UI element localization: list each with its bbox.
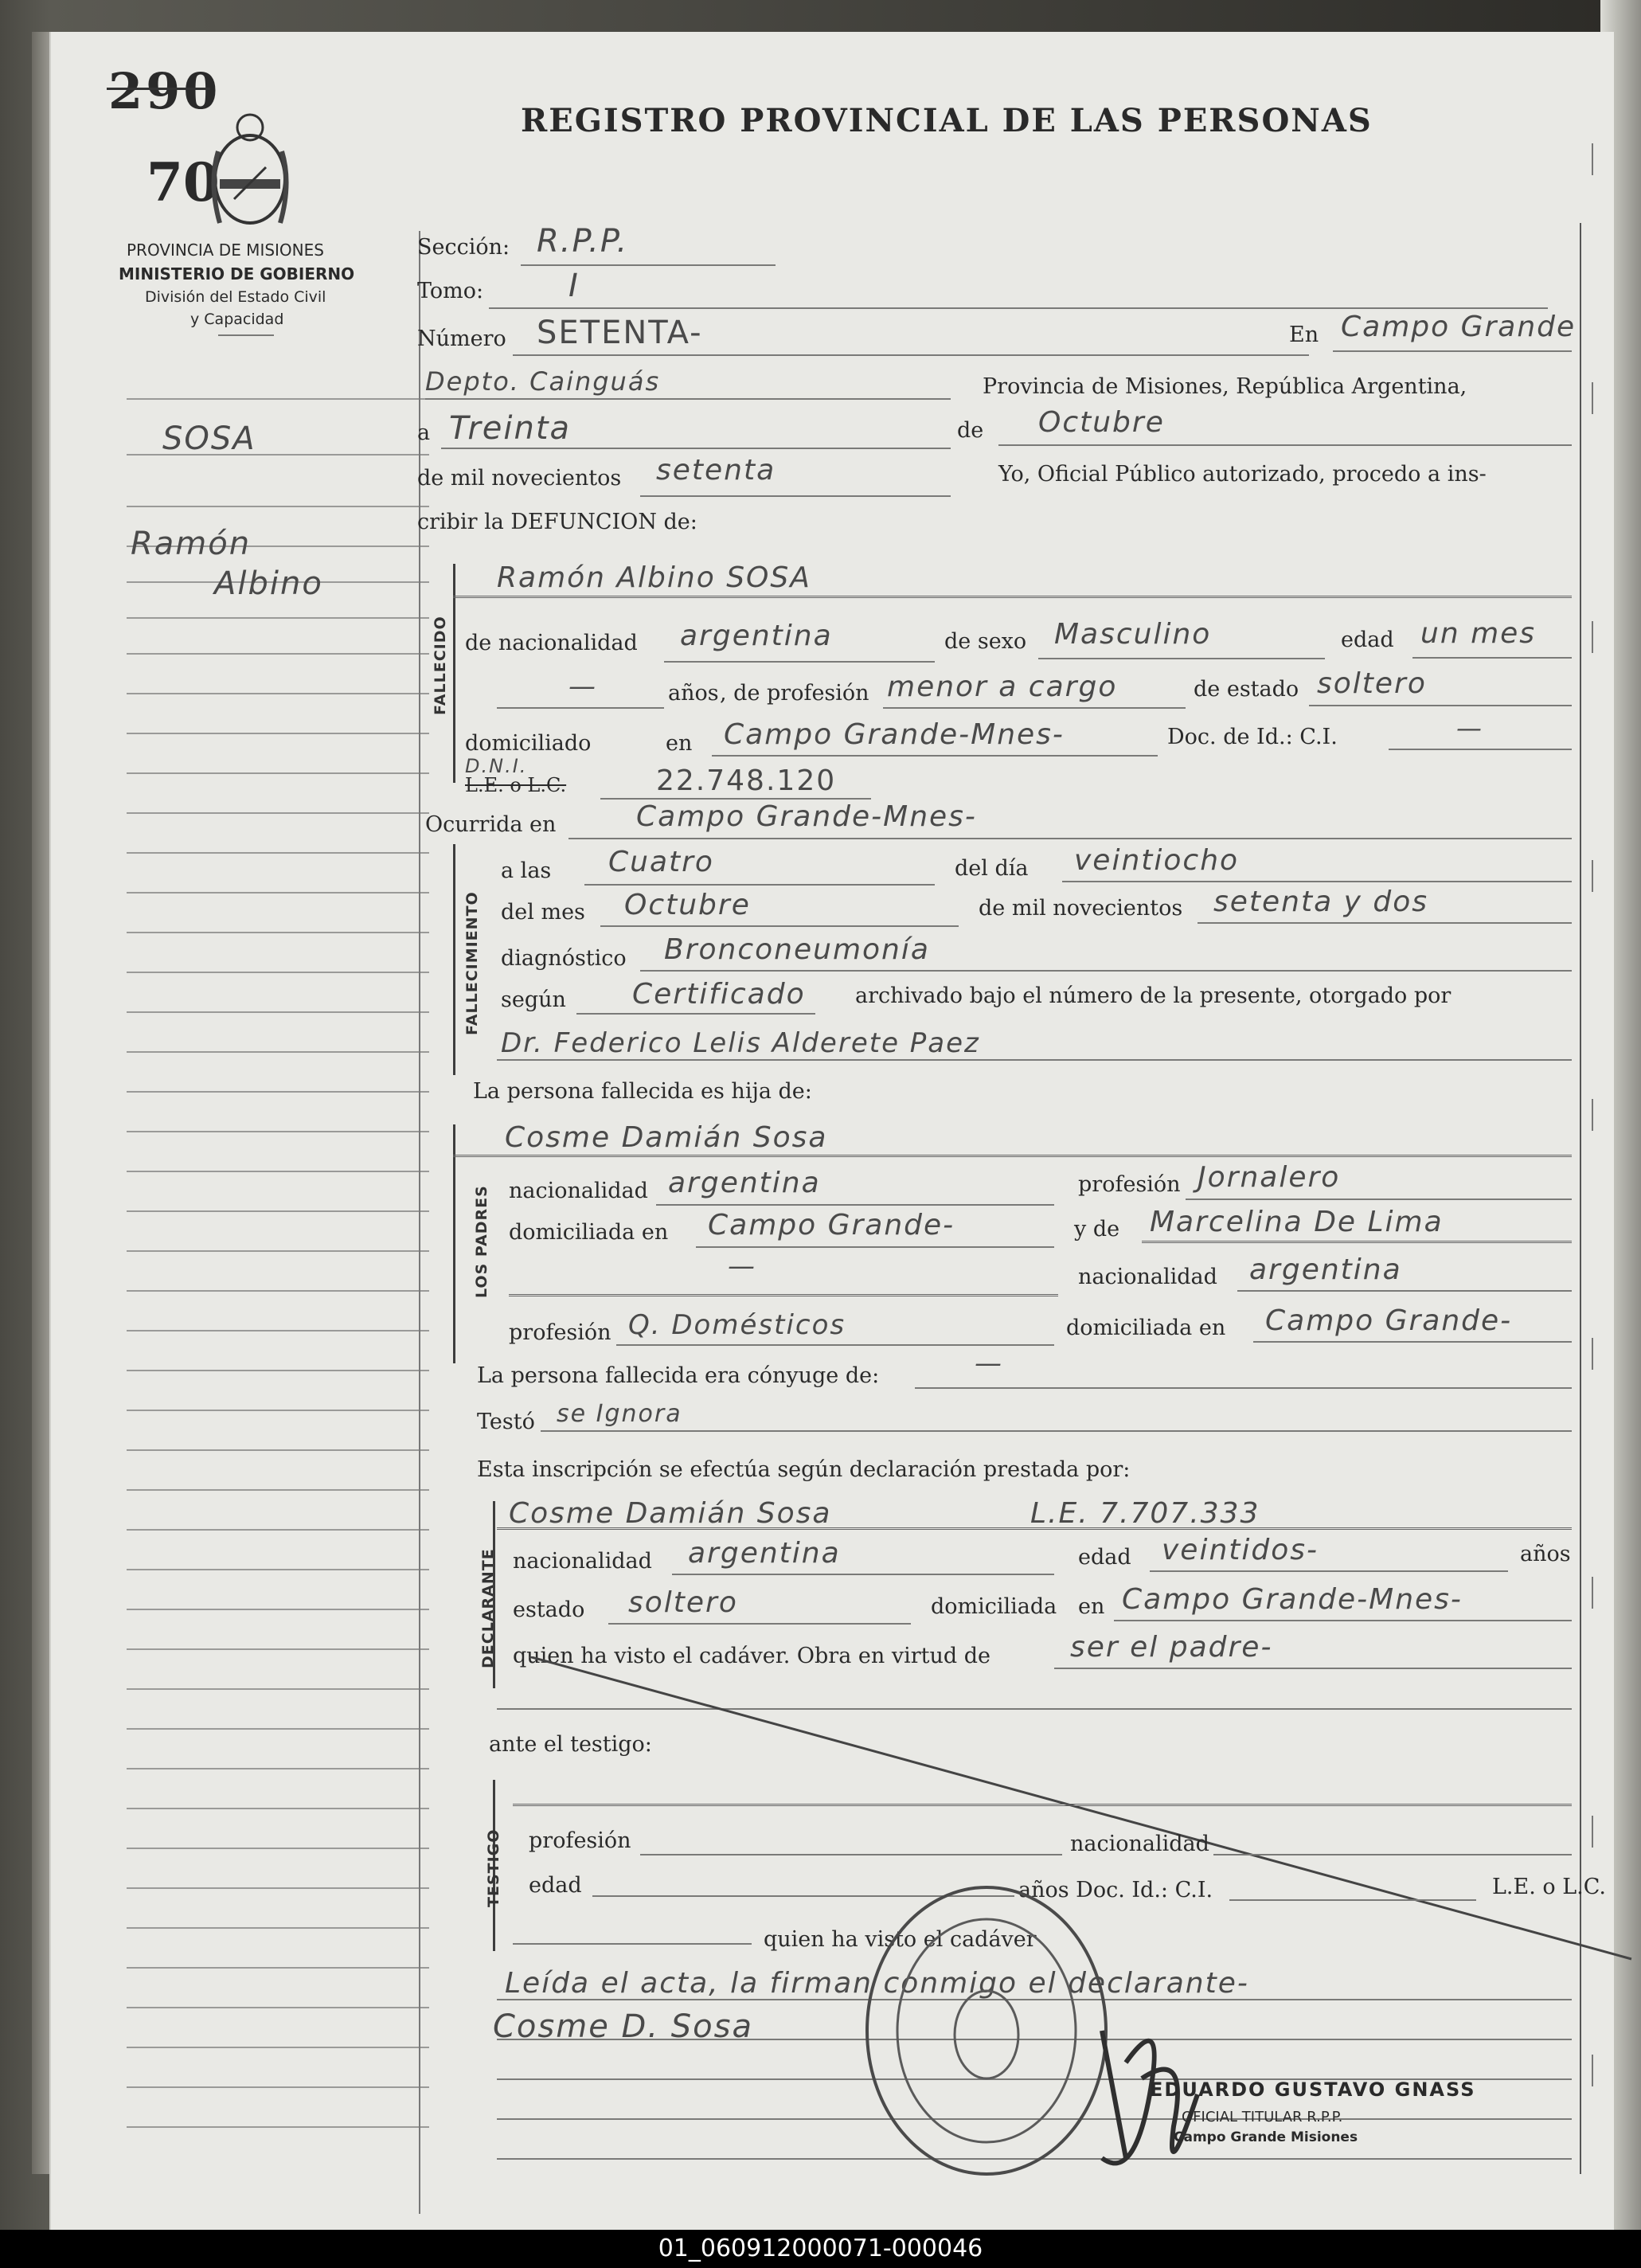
office-ministry: MINISTERIO DE GOBIERNO [119, 264, 355, 284]
label-declarante-estado: estado [513, 1597, 585, 1622]
value-fallecido-estado: soltero [1317, 667, 1427, 700]
line-fallecido-doc [1389, 749, 1572, 750]
label-a: a [417, 420, 431, 445]
document-title: REGISTRO PROVINCIAL DE LAS PERSONAS [521, 102, 1373, 139]
line-declarante-edad [1150, 1570, 1508, 1572]
line-testigo-quien-pre [513, 1943, 752, 1945]
label-fallecido-doc: Doc. de Id.: C.I. [1167, 725, 1338, 749]
value-fallecido-doc: — [1456, 713, 1483, 743]
label-madre-profesion: profesión [509, 1320, 611, 1345]
label-hija-de: La persona fallecida es hija de: [473, 1079, 812, 1104]
label-padre-domicilio: domiciliada en [509, 1220, 669, 1245]
label-testigo-edad: edad [529, 1873, 582, 1898]
line-testigo-nombre [513, 1804, 1572, 1806]
value-conyuge: — [975, 1347, 1003, 1379]
line-declarante-estado [608, 1623, 911, 1625]
office-division: División del Estado Civil [145, 288, 326, 306]
line-segun [576, 1013, 815, 1015]
stamp-officer-name: EDUARDO GUSTAVO GNASS [1150, 2078, 1476, 2101]
value-diagnostico: Bronconeumonía [664, 933, 930, 966]
label-provincia: Provincia de Misiones, República Argentina, [983, 374, 1467, 399]
line-madre-nacionalidad [1237, 1290, 1572, 1292]
label-mil-novecientos-2: de mil novecientos [979, 896, 1183, 921]
margin-given-name-2: Albino [214, 565, 323, 602]
section-fallecimiento: FALLECIMIENTO [463, 891, 481, 1035]
line-testigo-nacionalidad [1213, 1854, 1572, 1855]
label-fallecido-edad: edad [1341, 628, 1394, 652]
label-testigo-anios: años Doc. Id.: C.I. [1018, 1878, 1213, 1902]
value-madre-nacionalidad: argentina [1249, 1253, 1402, 1286]
label-del-dia: del día [955, 856, 1029, 881]
line-fecha-anio [640, 495, 951, 497]
stamp-officer-location: Campo Grande Misiones [1174, 2129, 1358, 2145]
bracket-fallecimiento [453, 844, 455, 1075]
label-ante-testigo: ante el testigo: [489, 1732, 652, 1757]
label-fallecido-nacionalidad: de nacionalidad [465, 631, 638, 655]
line-fallecido-edad [1412, 657, 1572, 659]
label-declarante-quien: quien ha visto el cadáver. Obra en virtud de [513, 1644, 991, 1668]
line-padre-nacionalidad [656, 1204, 1054, 1206]
value-declarante-doc: L.E. 7.707.333 [1030, 1497, 1260, 1530]
label-madre-domicilio: domiciliada en [1066, 1316, 1226, 1340]
line-fecha-mes [998, 444, 1572, 446]
line-fallecido-estado [1309, 705, 1572, 706]
value-dia-fallecimiento: veintiocho [1074, 844, 1240, 877]
value-fecha-anio: setenta [656, 454, 776, 487]
label-inscripcion: Esta inscripción se efectúa según declaración prestada por: [477, 1457, 1131, 1482]
label-conyuge: La persona fallecida era cónyuge de: [477, 1363, 880, 1388]
line-padre-profesion [1186, 1199, 1572, 1200]
label-declarante-anios: años [1520, 1542, 1571, 1566]
coat-of-arms-icon [202, 104, 298, 239]
line-fallecido-domicilio [712, 755, 1158, 757]
section-testigo: TESTIGO [485, 1828, 502, 1907]
line-seccion [521, 264, 776, 266]
line-declarante-nacionalidad [672, 1574, 1054, 1575]
line-padre-extra [509, 1294, 1058, 1296]
line-fallecido-sexo [1038, 658, 1325, 659]
value-ocurrida: Campo Grande-Mnes- [636, 800, 977, 833]
label-fallecido-en: en [666, 731, 693, 756]
value-fecha-mes: Octubre [1038, 406, 1165, 439]
folio-number: 290 [108, 62, 221, 120]
margin-given-name-1: Ramón [131, 526, 252, 562]
office-underline [218, 334, 274, 336]
label-segun: según [501, 987, 566, 1012]
label-fallecido-domicilio: domiciliado [465, 731, 592, 756]
label-fallecido-anios: años [668, 681, 719, 706]
value-seccion: R.P.P. [537, 223, 629, 260]
line-depto [425, 398, 951, 400]
line-medico [497, 1059, 1572, 1061]
value-en: Campo Grande [1341, 311, 1577, 343]
value-padre-domicilio: Campo Grande- [708, 1209, 955, 1242]
value-declarante-nombre: Cosme Damián Sosa [509, 1497, 832, 1530]
section-fallecido: FALLECIDO [432, 616, 449, 715]
line-padre-domicilio [696, 1246, 1054, 1248]
value-fallecido-profesion: menor a cargo [887, 671, 1118, 703]
line-fallecido-anios [497, 707, 664, 709]
label-padre-nacionalidad: nacionalidad [509, 1179, 648, 1203]
line-fallecido-nombre [453, 596, 1572, 598]
line-testigo-doc [1229, 1899, 1476, 1901]
line-ocurrida [568, 838, 1572, 839]
section-padres: LOS PADRES [473, 1185, 490, 1298]
label-diagnostico: diagnóstico [501, 946, 627, 971]
line-numero [513, 354, 1309, 356]
label-fallecido-le: L.E. o L.C. [465, 774, 567, 796]
label-oficial: Yo, Oficial Público autorizado, procedo a ins- [998, 462, 1487, 487]
value-fallecido-domicilio: Campo Grande-Mnes- [724, 718, 1065, 751]
line-tomo [489, 307, 1548, 309]
value-fallecido-edad: un mes [1420, 617, 1537, 650]
death-certificate-page [49, 32, 1614, 2230]
line-fallecido-profesion [883, 707, 1186, 709]
label-declarante-edad: edad [1078, 1545, 1131, 1570]
value-fallecido-sexo: Masculino [1054, 618, 1212, 651]
line-madre-domicilio [1253, 1341, 1572, 1343]
value-padre-profesion: Jornalero [1198, 1161, 1341, 1194]
label-fallecido-sexo: de sexo [944, 629, 1027, 654]
value-declarante-virtud: ser el padre- [1070, 1631, 1273, 1664]
value-anio-fallecimiento: setenta y dos [1213, 886, 1428, 918]
line-hora [584, 884, 935, 886]
label-testo: Testó [477, 1410, 535, 1434]
label-numero: Número [417, 327, 506, 351]
line-testigo-profesion [640, 1854, 1062, 1855]
folio-strike [107, 88, 210, 90]
label-declarante-en: en [1078, 1594, 1105, 1619]
value-madre-profesion: Q. Domésticos [628, 1309, 846, 1341]
value-fecha-dia: Treinta [449, 410, 572, 447]
line-declarante-domicilio [1114, 1620, 1572, 1621]
value-segun: Certificado [632, 978, 806, 1011]
line-en [1333, 350, 1572, 352]
label-tomo: Tomo: [417, 279, 484, 303]
value-medico: Dr. Federico Lelis Alderete Paez [501, 1027, 980, 1059]
label-archivado: archivado bajo el número de la presente, otorgado por [855, 983, 1452, 1008]
section-declarante: DECLARANTE [479, 1548, 497, 1668]
label-en: En [1289, 323, 1319, 347]
label-fallecido-profesion: , de profesión [720, 681, 869, 706]
line-conyuge [915, 1387, 1572, 1389]
line-anio-fallecimiento [1198, 922, 1572, 924]
label-defuncion: cribir la DEFUNCION de: [417, 510, 697, 534]
margin-surname: SOSA [162, 420, 256, 457]
office-province: PROVINCIA DE MISIONES [127, 240, 324, 260]
line-diagnostico [640, 970, 1572, 972]
label-testigo-le: L.E. o L.C. [1492, 1875, 1607, 1899]
line-padre [453, 1155, 1572, 1157]
value-fallecido-anios: — [568, 671, 597, 702]
value-declarante-edad: veintidos- [1162, 1534, 1319, 1566]
stamp-officer-title: OFICIAL TITULAR R.P.P. [1182, 2109, 1343, 2125]
line-fecha-dia [441, 448, 951, 449]
label-de: de [957, 418, 984, 443]
value-padre-dash: — [728, 1250, 756, 1282]
officer-signature [1054, 1999, 1261, 2206]
label-y-de: y de [1074, 1217, 1120, 1242]
label-declarante-domiciliada: domiciliada [931, 1594, 1057, 1619]
binding-stitches [1580, 143, 1604, 2134]
line-mes-fallecimiento [600, 925, 959, 927]
value-madre-domicilio: Campo Grande- [1265, 1304, 1513, 1337]
label-seccion: Sección: [417, 235, 510, 260]
declarante-signature: Cosme D. Sosa [493, 2008, 753, 2045]
label-ocurrida: Ocurrida en [425, 812, 557, 837]
label-padre-profesion: profesión [1078, 1172, 1181, 1197]
line-madre [1142, 1241, 1572, 1243]
office-capacity: y Capacidad [190, 311, 284, 328]
value-declarante-nacionalidad: argentina [688, 1537, 841, 1570]
archive-code: 01_060912000071-000046 [658, 2235, 983, 2262]
label-declarante-nacionalidad: nacionalidad [513, 1549, 652, 1574]
line-madre-profesion [616, 1344, 1054, 1346]
value-padre: Cosme Damián Sosa [505, 1121, 828, 1154]
line-fallecido-nacionalidad [664, 661, 935, 663]
label-fallecido-estado: de estado [1194, 677, 1299, 702]
bracket-padres [453, 1124, 455, 1363]
value-declarante-estado: soltero [628, 1586, 738, 1619]
label-del-mes: del mes [501, 900, 585, 925]
value-fallecido-nombre: Ramón Albino SOSA [497, 561, 811, 594]
line-fallecido-le [600, 798, 871, 800]
value-tomo: I [568, 268, 580, 304]
line-declarante-nombre [497, 1527, 1572, 1530]
value-fallecido-nacionalidad: argentina [680, 620, 833, 652]
label-mil-novecientos: de mil novecientos [417, 466, 622, 491]
value-padre-nacionalidad: argentina [668, 1167, 821, 1199]
value-declarante-domicilio: Campo Grande-Mnes- [1122, 1583, 1463, 1616]
value-mes-fallecimiento: Octubre [624, 889, 751, 921]
value-depto: Depto. Cainguás [425, 366, 661, 397]
label-testigo-profesion: profesión [529, 1828, 631, 1853]
value-madre: Marcelina De Lima [1150, 1206, 1444, 1238]
value-testo: se Ignora [557, 1400, 682, 1428]
label-madre-nacionalidad: nacionalidad [1078, 1265, 1217, 1289]
value-hora: Cuatro [608, 846, 714, 878]
value-fallecido-dni-label: D.N.I. [465, 755, 528, 777]
label-testigo-nacionalidad: nacionalidad [1070, 1832, 1209, 1856]
sequence-number: 70 [147, 151, 220, 213]
line-dia-fallecimiento [1062, 881, 1572, 882]
label-a-las: a las [501, 858, 552, 883]
label-testigo-quien: quien ha visto el cadáver [764, 1927, 1037, 1952]
line-testo [541, 1430, 1572, 1432]
value-fallecido-le: 22.748.120 [656, 764, 837, 797]
value-numero: SETENTA- [537, 315, 703, 351]
value-lectura-acta: Leída el acta, la firman conmigo el declarante- [505, 1967, 1249, 2000]
